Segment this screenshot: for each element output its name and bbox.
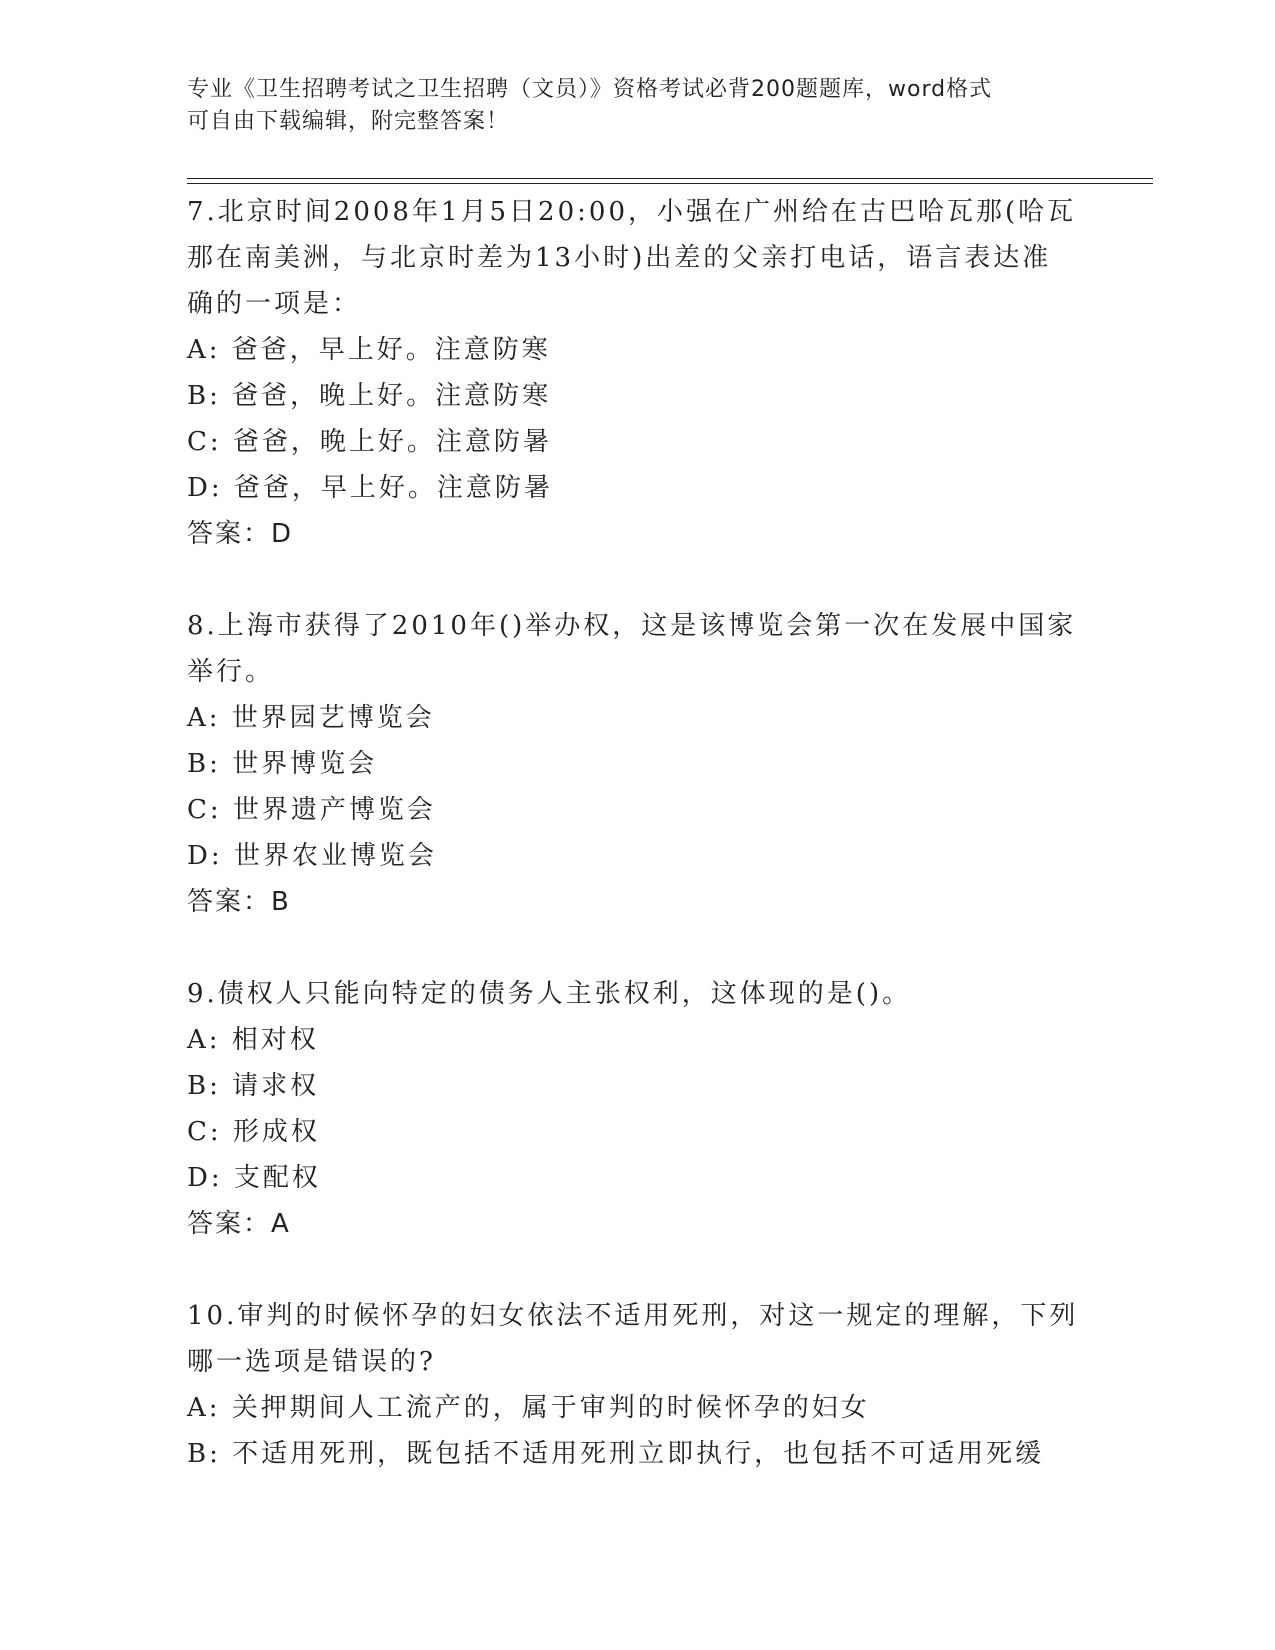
question-7-option-b: B: 爸爸，晚上好。注意防寒 xyxy=(187,381,552,411)
question-7-line-1: 7.北京时间2008年1月5日20:00，小强在广州给在古巴哈瓦那(哈瓦 xyxy=(187,197,1077,227)
question-9-line-1: 9.债权人只能向特定的债务人主张权利，这体现的是()。 xyxy=(187,979,912,1009)
header-line-2: 可自由下载编辑，附完整答案！ xyxy=(187,109,510,134)
question-7 xyxy=(187,189,1087,557)
question-10-option-a: A: 关押期间人工流产的，属于审判的时候怀孕的妇女 xyxy=(187,1393,870,1423)
question-7-line-2: 那在南美洲，与北京时差为13小时)出差的父亲打电话，语言表达准 xyxy=(187,243,1052,273)
question-9 xyxy=(187,971,1087,1247)
document-header xyxy=(187,74,1087,138)
question-8-option-a: A: 世界园艺博览会 xyxy=(187,703,435,733)
spacer xyxy=(187,1247,1087,1293)
question-10-line-2: 哪一选项是错误的? xyxy=(187,1347,436,1377)
question-7-answer: 答案：D xyxy=(187,519,294,549)
question-9-option-c: C: 形成权 xyxy=(187,1117,320,1147)
question-list xyxy=(187,189,1087,1477)
question-10-option-b: B: 不适用死刑，既包括不适用死刑立即执行，也包括不可适用死缓 xyxy=(187,1439,1045,1469)
header-divider-top xyxy=(187,178,1153,179)
question-9-answer: 答案：A xyxy=(187,1209,291,1239)
question-9-option-d: D: 支配权 xyxy=(187,1163,321,1193)
question-7-option-d: D: 爸爸，早上好。注意防暑 xyxy=(187,473,553,503)
question-8-line-2: 举行。 xyxy=(187,657,275,687)
question-9-option-b: B: 请求权 xyxy=(187,1071,320,1101)
question-7-option-a: A: 爸爸，早上好。注意防寒 xyxy=(187,335,551,365)
question-10 xyxy=(187,1293,1087,1477)
question-8-line-1: 8.上海市获得了2010年()举办权，这是该博览会第一次在发展中国家 xyxy=(187,611,1077,641)
question-8 xyxy=(187,603,1087,925)
header-divider-bottom xyxy=(187,183,1153,184)
question-8-option-d: D: 世界农业博览会 xyxy=(187,841,437,871)
question-8-option-c: C: 世界遗产博览会 xyxy=(187,795,436,825)
question-8-option-b: B: 世界博览会 xyxy=(187,749,378,779)
question-8-answer: 答案：B xyxy=(187,887,291,917)
question-10-line-1: 10.审判的时候怀孕的妇女依法不适用死刑，对这一规定的理解，下列 xyxy=(187,1301,1079,1331)
spacer xyxy=(187,557,1087,603)
question-7-line-3: 确的一项是： xyxy=(187,289,362,319)
question-9-option-a: A: 相对权 xyxy=(187,1025,319,1055)
header-line-1: 专业《卫生招聘考试之卫生招聘（文员）》资格考试必背200题题库，word格式 xyxy=(187,77,993,102)
question-7-option-c: C: 爸爸，晚上好。注意防暑 xyxy=(187,427,552,457)
spacer xyxy=(187,925,1087,971)
